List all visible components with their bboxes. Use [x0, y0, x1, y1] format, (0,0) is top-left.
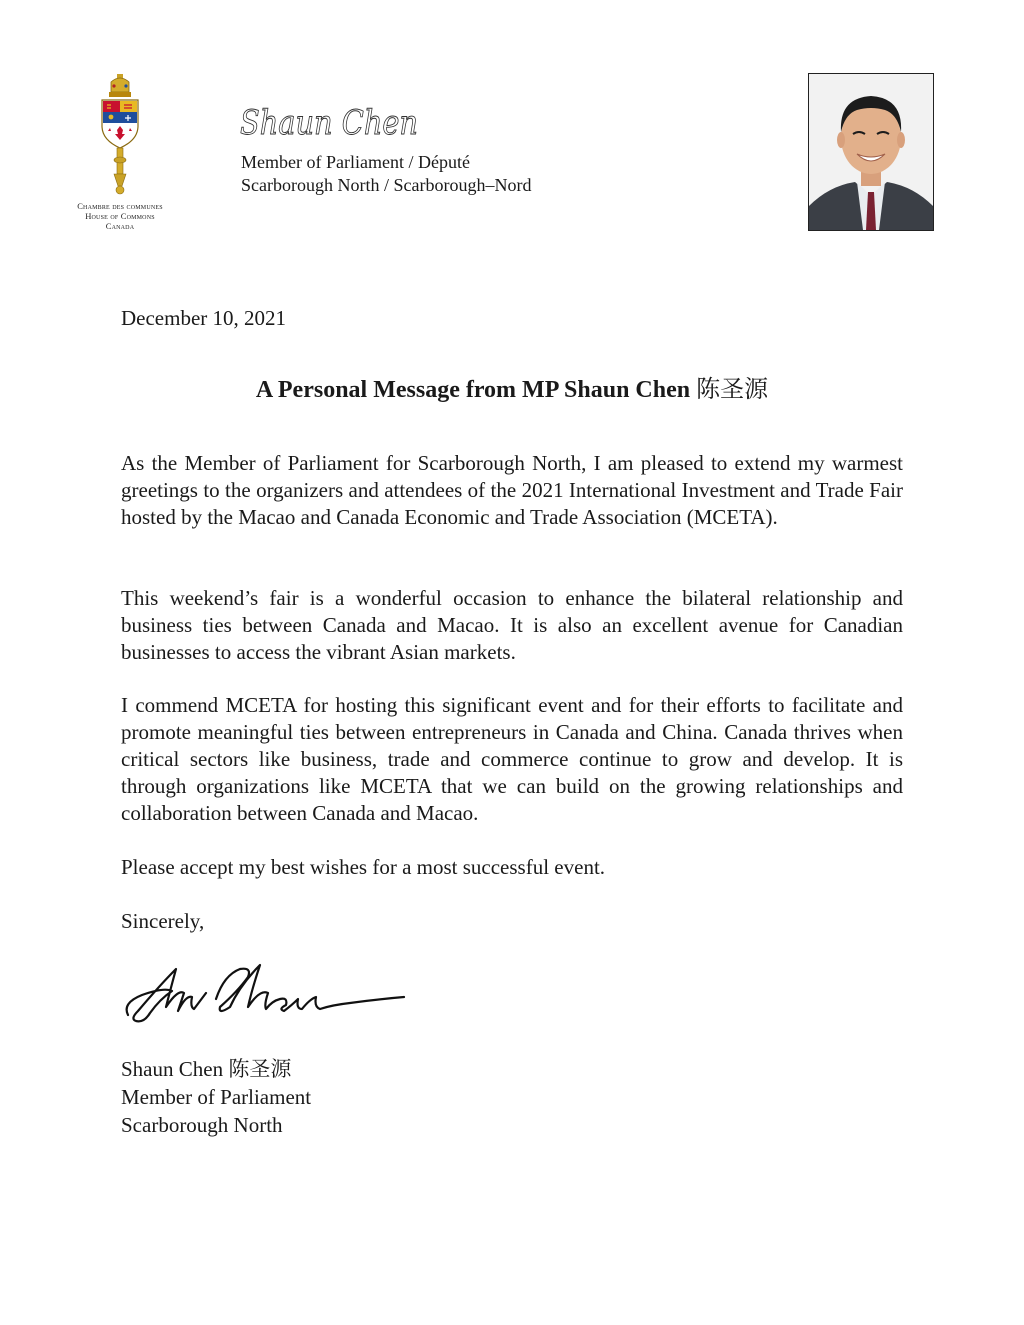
mp-script-name-text: Shaun Chen — [240, 103, 418, 143]
portrait-photo — [808, 73, 934, 231]
house-of-commons-crest-icon — [97, 72, 143, 198]
body-paragraph-2: This weekend’s fair is a wonderful occasion to enhance the bilateral relationship and business ties between Canada and Macao. It is also an excellent avenue for Canadian businesses to access the vibrant Asian markets. — [121, 586, 903, 664]
portrait-photo-icon — [809, 74, 933, 230]
signer-name: Shaun Chen 陈圣源 — [121, 1057, 292, 1081]
handwritten-signature-icon — [120, 955, 410, 1035]
closing-salutation: Sincerely, — [121, 909, 205, 933]
body-paragraph-4: Please accept my best wishes for a most successful event. — [121, 855, 606, 879]
crest-caption-country: Canada — [105, 221, 135, 231]
body-paragraph-1: As the Member of Parliament for Scarborough North, I am pleased to extend my warmest greetings to the organizers and attendees of the 2021 International Investment and Trade Fair hosted by the Macao and Canada Economic and Trade Association (MCETA). — [121, 451, 903, 529]
mp-title: Member of Parliament / Député — [241, 152, 470, 172]
house-of-commons-crest — [60, 72, 180, 232]
signer-title: Member of Parliament — [121, 1085, 312, 1109]
crest-caption-french: Chambre des communes — [77, 201, 163, 211]
letter-date: December 10, 2021 — [121, 306, 287, 330]
letter-heading-text: A Personal Message from MP Shaun Chen — [255, 377, 691, 403]
crest-caption-english: House of Commons — [85, 211, 155, 221]
signer-riding: Scarborough North — [121, 1113, 283, 1137]
mp-riding: Scarborough North / Scarborough–Nord — [241, 175, 532, 195]
letter-heading-chinese-name: 陈圣源 — [696, 377, 769, 403]
letter-heading — [0, 375, 1024, 405]
mp-script-name — [240, 96, 440, 146]
body-paragraph-3: I commend MCETA for hosting this significant event and for their efforts to facilitate and promote meaningful ties between entrepreneurs in Canada and China. Canada thrives when critical sectors like business, trade and commerce continue to grow and develop. It is through organizations like MCETA that we can build on the growing relationships and collaboration between Canada and Macao. — [121, 693, 903, 825]
signature — [120, 955, 410, 1035]
